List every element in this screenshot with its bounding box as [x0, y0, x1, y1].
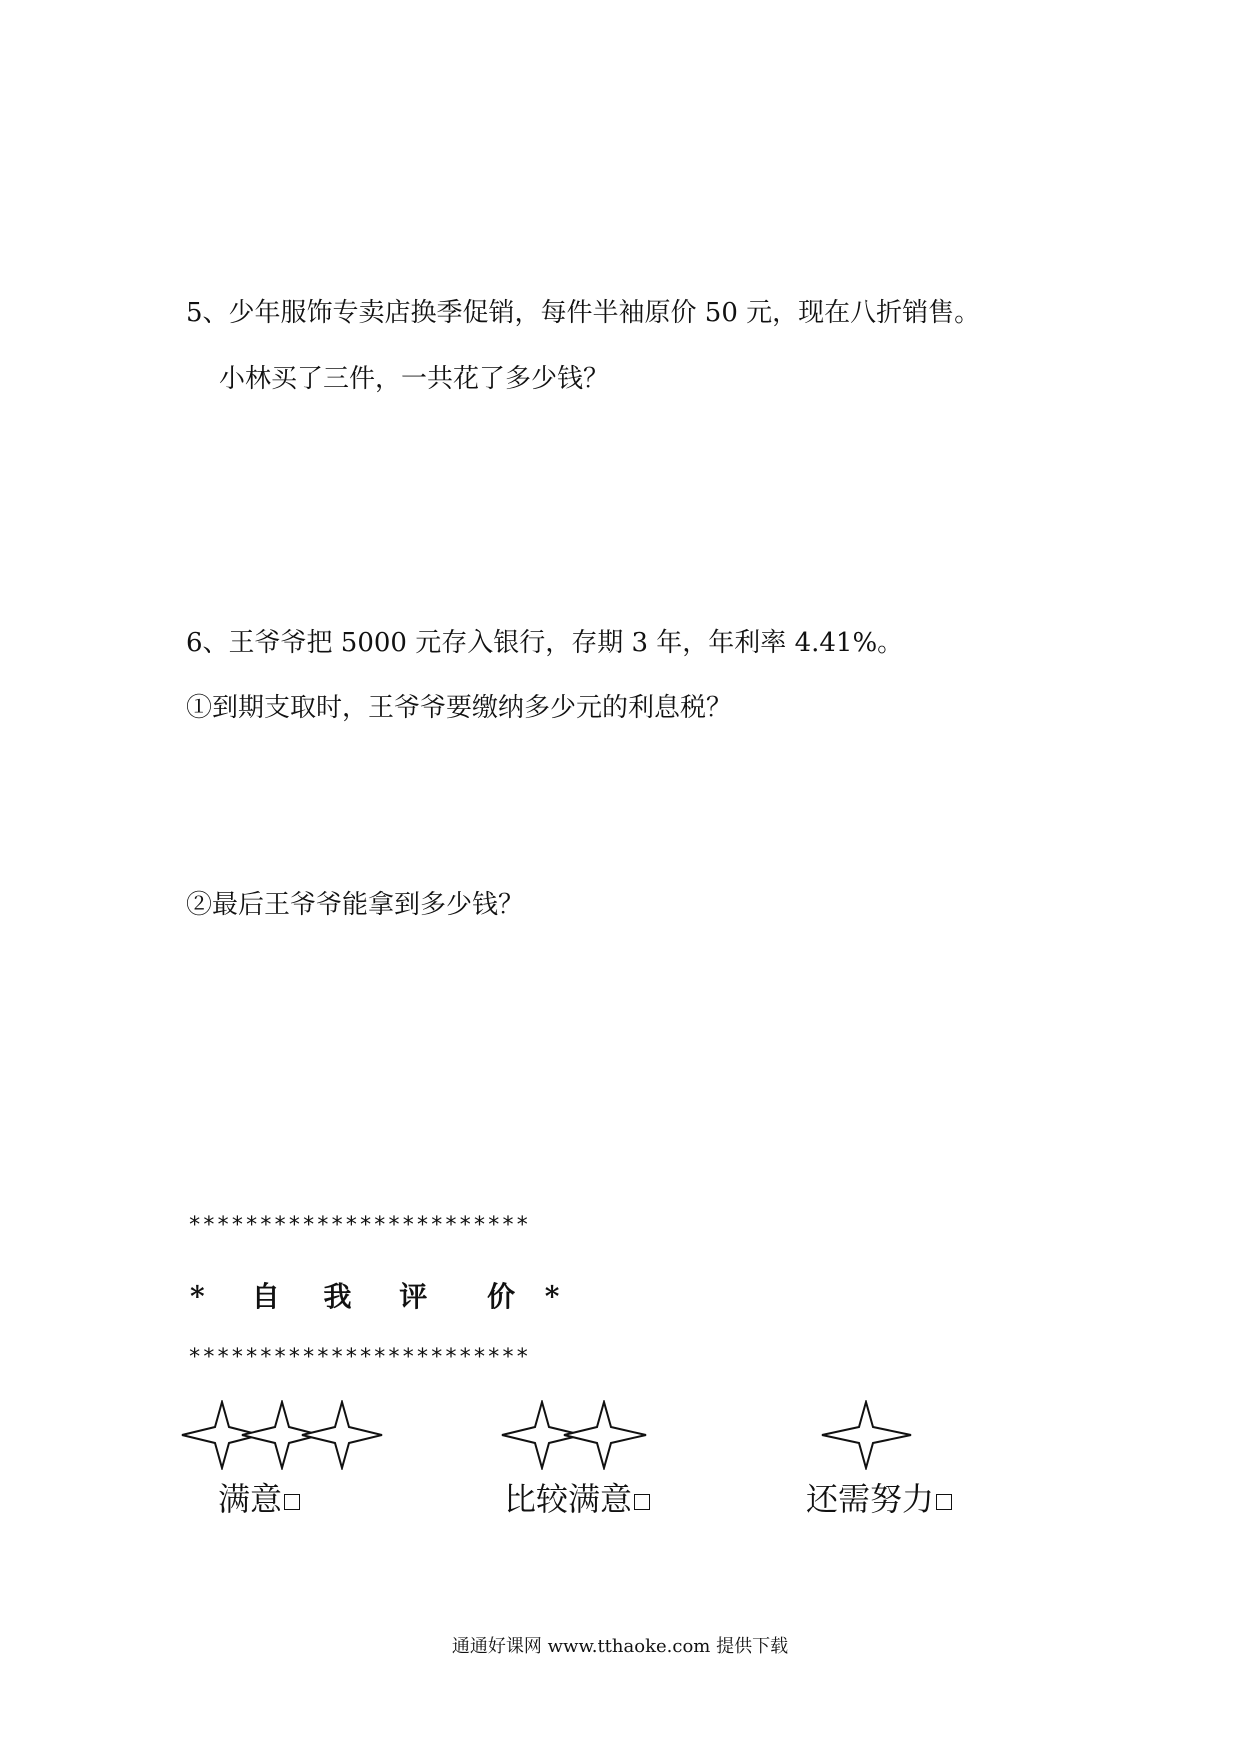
question-5-line-1: 5、少年服饰专卖店换季促销，每件半袖原价 50 元，现在八折销售。	[186, 298, 981, 328]
self-eval-star-right: *	[544, 1280, 560, 1313]
question-5-line-2: 小林买了三件，一共花了多少钱？	[219, 364, 610, 394]
star-icon	[822, 1402, 911, 1468]
rating-checkbox[interactable]	[936, 1494, 952, 1510]
rating-checkbox[interactable]	[634, 1494, 650, 1510]
self-eval-title	[190, 1275, 559, 1315]
self-eval-star-left: *	[190, 1280, 205, 1313]
self-eval-char-4: 价	[487, 1280, 516, 1313]
self-eval-char-3: 评	[399, 1280, 428, 1313]
rating-stars-fairly-satisfied	[500, 1400, 650, 1470]
self-eval-char-2: 我	[323, 1280, 352, 1313]
rating-stars-needs-effort	[820, 1400, 915, 1470]
star-icon	[302, 1402, 382, 1468]
question-6-part-2: ②最后王爷爷能拿到多少钱？	[186, 890, 525, 920]
rating-fairly-satisfied	[504, 1474, 650, 1520]
rating-stars-satisfied	[180, 1400, 385, 1470]
self-eval-border-top: ************************	[188, 1213, 530, 1238]
star-icon	[564, 1402, 646, 1468]
rating-checkbox[interactable]	[284, 1494, 300, 1510]
self-eval-char-1: 自	[251, 1280, 280, 1313]
question-6-line-1: 6、王爷爷把 5000 元存入银行，存期 3 年，年利率 4.41%。	[186, 628, 904, 658]
rating-satisfied	[218, 1474, 300, 1520]
rating-label: 比较满意	[504, 1480, 633, 1518]
rating-needs-effort	[806, 1474, 952, 1520]
question-6-part-1: ①到期支取时，王爷爷要缴纳多少元的利息税？	[186, 693, 733, 723]
page-footer: 通通好课网 www.tthaoke.com 提供下载	[451, 1636, 789, 1657]
self-eval-border-bottom: ************************	[188, 1345, 530, 1370]
rating-label: 还需努力	[806, 1480, 935, 1518]
rating-label: 满意	[218, 1480, 283, 1518]
